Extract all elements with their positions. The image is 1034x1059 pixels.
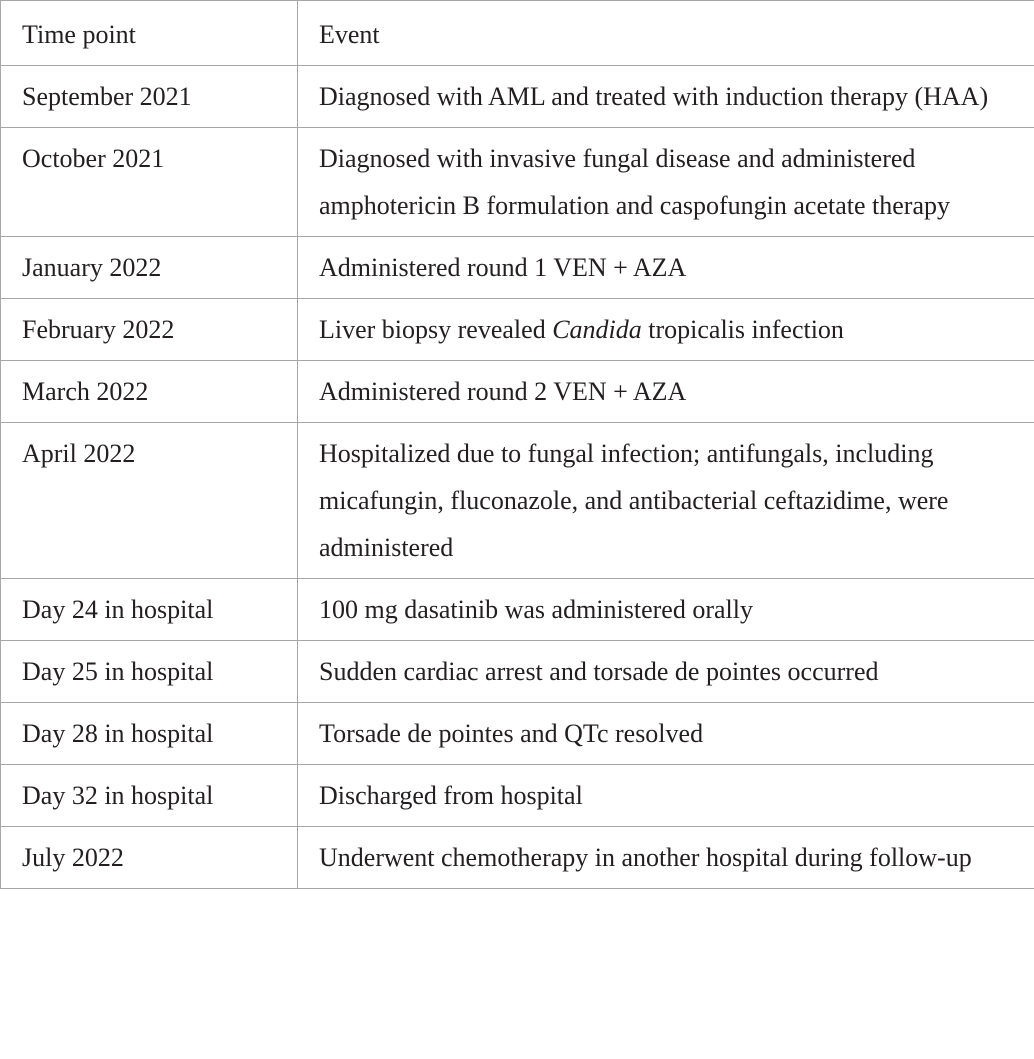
time-cell: Day 32 in hospital	[1, 765, 298, 827]
table-row	[1, 579, 1034, 641]
time-cell: April 2022	[1, 423, 298, 579]
time-cell: October 2021	[1, 128, 298, 237]
table-row	[1, 128, 1034, 237]
event-cell: Discharged from hospital	[298, 765, 1034, 827]
header-row	[1, 1, 1034, 66]
event-text-pre: Liver biopsy revealed	[319, 315, 553, 344]
event-text-italic: Candida	[552, 315, 642, 344]
table-row	[1, 703, 1034, 765]
event-cell: Administered round 1 VEN + AZA	[298, 237, 1034, 299]
event-text-post: tropicalis infection	[641, 315, 844, 344]
table-row	[1, 361, 1034, 423]
header-event: Event	[298, 1, 1034, 66]
event-cell: Underwent chemotherapy in another hospital during follow-up	[298, 827, 1034, 889]
table-row	[1, 765, 1034, 827]
header-time-point: Time point	[1, 1, 298, 66]
time-cell: March 2022	[1, 361, 298, 423]
event-cell: Torsade de pointes and QTc resolved	[298, 703, 1034, 765]
event-cell: Diagnosed with AML and treated with induction therapy (HAA)	[298, 66, 1034, 128]
time-cell: Day 24 in hospital	[1, 579, 298, 641]
table-row	[1, 66, 1034, 128]
time-cell: Day 28 in hospital	[1, 703, 298, 765]
time-cell: September 2021	[1, 66, 298, 128]
event-cell	[298, 299, 1034, 361]
time-cell: Day 25 in hospital	[1, 641, 298, 703]
table-row	[1, 299, 1034, 361]
table-row	[1, 237, 1034, 299]
table-row	[1, 827, 1034, 889]
event-cell: Sudden cardiac arrest and torsade de pointes occurred	[298, 641, 1034, 703]
time-cell: January 2022	[1, 237, 298, 299]
event-cell: Hospitalized due to fungal infection; antifungals, including micafungin, fluconazole, and antibacterial ceftazidime, were administered	[298, 423, 1034, 579]
time-cell: February 2022	[1, 299, 298, 361]
table-row	[1, 641, 1034, 703]
event-cell: 100 mg dasatinib was administered orally	[298, 579, 1034, 641]
time-cell: July 2022	[1, 827, 298, 889]
event-cell: Diagnosed with invasive fungal disease and administered amphotericin B formulation and caspofungin acetate therapy	[298, 128, 1034, 237]
table-row	[1, 423, 1034, 579]
event-cell: Administered round 2 VEN + AZA	[298, 361, 1034, 423]
